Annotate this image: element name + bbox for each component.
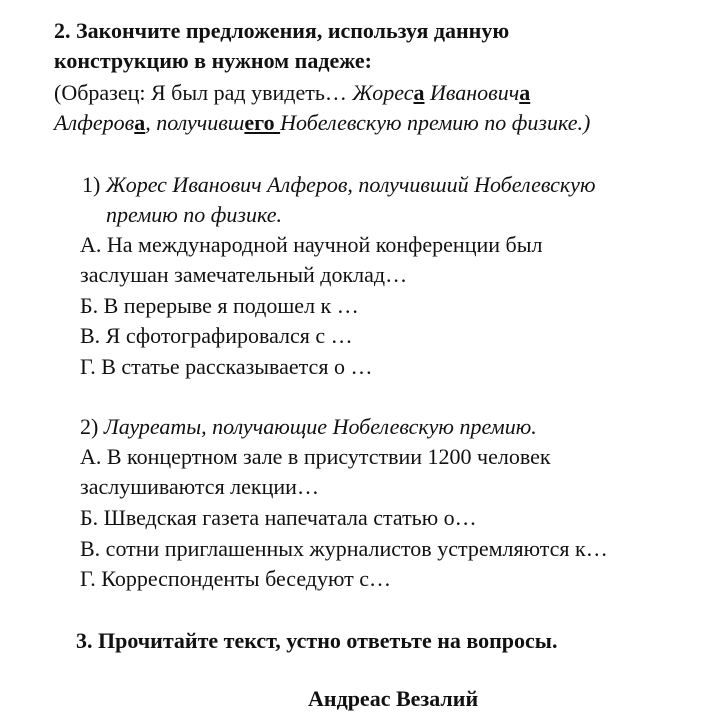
item1-number: 1) (82, 172, 106, 197)
example-prefix: (Образец: Я был рад увидеть… (54, 80, 353, 105)
example-part: Иванович (424, 80, 520, 105)
item1-option-a-cont: заслушан замечательный доклад… (80, 262, 408, 287)
task2-heading-line2: конструкцию в нужном падеже: (54, 48, 372, 73)
item1-option-v: В. Я сфотографировался с … (80, 323, 353, 348)
item2-option-b: Б. Шведская газета напечатала статью о… (80, 505, 477, 530)
example-line2 (54, 108, 590, 138)
item2-number: 2) (80, 414, 104, 439)
example-part: Нобелевскую премию по физике.) (280, 110, 591, 135)
example-ending: его (244, 110, 281, 135)
item2-phrase: Лауреаты, получающие Нобелевскую премию. (103, 414, 537, 439)
item1-option-b: Б. В перерыве я подошел к … (80, 293, 359, 318)
item1-phrase-line1 (82, 170, 595, 200)
example-part: Жорес (352, 80, 414, 105)
item1-phrase: Жорес Иванович Алферов, получивший Нобелевскую (105, 172, 596, 197)
example-ending: а (519, 80, 531, 105)
example-ending: а (134, 110, 146, 135)
text-title: Андреас Везалий (308, 686, 479, 711)
item2-phrase-line (80, 412, 537, 442)
example-ending: а (413, 80, 425, 105)
item2-option-v: В. сотни приглашенных журналистов устремляются к… (80, 536, 608, 561)
item1-option-a: А. На международной научной конференции был (80, 232, 543, 257)
item2-option-a-cont: заслушиваются лекции… (80, 474, 319, 499)
item1-option-g: Г. В статье рассказывается о … (80, 354, 373, 379)
task3-heading: 3. Прочитайте текст, устно ответьте на вопросы. (76, 628, 558, 653)
item2-option-a: А. В концертном зале в присутствии 1200 человек (80, 444, 551, 469)
item2-option-g: Г. Корреспонденты беседуют с… (80, 566, 392, 591)
example-part: , получивш (145, 110, 245, 135)
example-line1 (54, 78, 530, 108)
task2-heading-line1: 2. Закончите предложения, используя данную (54, 18, 510, 43)
example-part: Алферов (54, 110, 135, 135)
item1-phrase-line2: премию по физике. (106, 202, 282, 227)
